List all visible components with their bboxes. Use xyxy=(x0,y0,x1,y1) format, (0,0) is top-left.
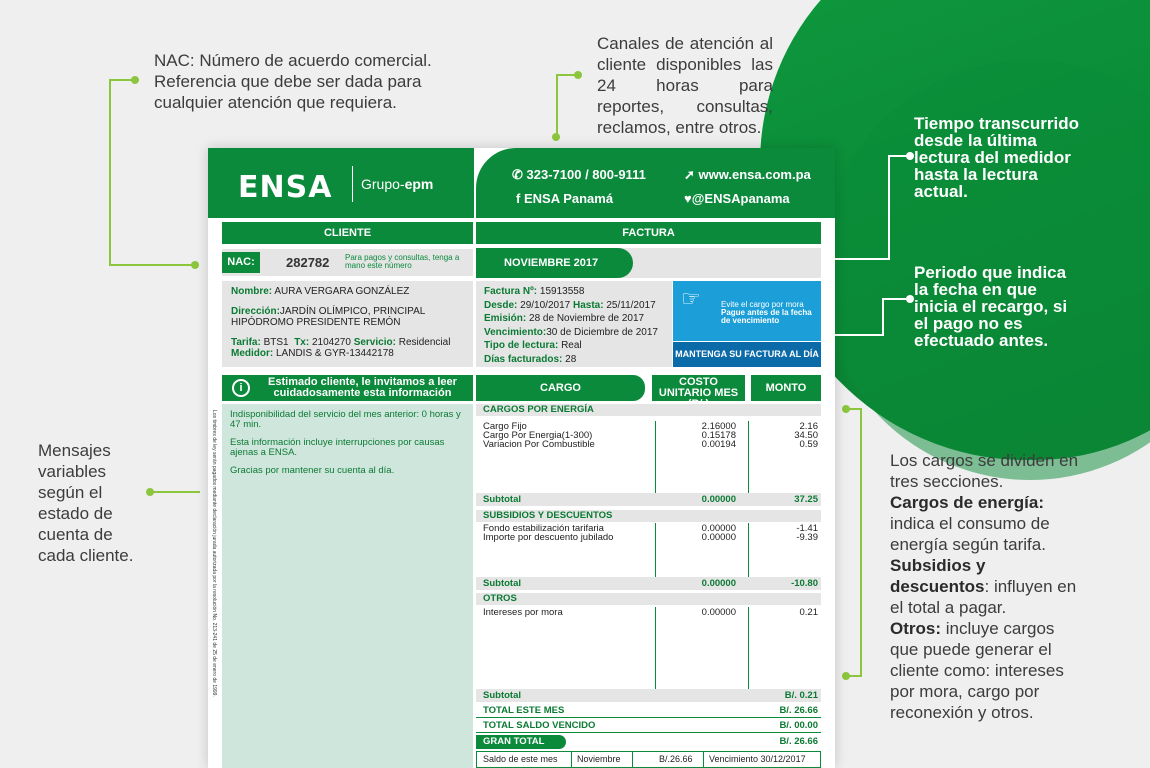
connector-dot xyxy=(842,672,850,680)
connector-dot xyxy=(842,405,850,413)
nac-note: Para pagos y consultas, tenga a mano este número xyxy=(345,253,460,270)
issue-date: 28 de Noviembre de 2017 xyxy=(529,313,645,324)
client-address: JARDÍN OLÍMPICO, PRINCIPAL HIPÓDROMO PRESIDENTE REMÓN xyxy=(231,306,425,328)
client-tarifa: BTS1 xyxy=(263,337,289,348)
subtotal-subsidios: Subtotal 0.00000 -10.80 xyxy=(476,577,821,590)
message-interruptions: Esta información incluye interrupciones por causas ajenas a ENSA. xyxy=(230,437,445,458)
header-contact xyxy=(476,148,835,218)
connector-nac-vertical xyxy=(109,79,111,265)
late-fee-notice: ☞ Evite el cargo por mora Pague antes de la fecha de vencimiento xyxy=(673,281,821,341)
connector-dot xyxy=(191,261,199,269)
annotation-periodo: Periodo que indica la fecha en que inicia el recargo, si el pago no es efectuado antes. xyxy=(914,263,1068,350)
messages-body xyxy=(222,404,473,768)
connector-dot xyxy=(906,295,914,303)
contact-phone: ✆ 323-7100 / 800-9111 xyxy=(512,167,646,182)
nac-label: NAC: xyxy=(222,252,260,273)
contact-twitter: ♥@ENSApanama xyxy=(684,191,790,206)
cargos-intro: Los cargos se dividen en tres secciones. xyxy=(890,451,1079,491)
column-cargo: CARGO xyxy=(476,375,645,401)
header-brand xyxy=(208,148,474,218)
connector-periodo-vertical xyxy=(882,298,884,336)
subtotal-otros: Subtotal B/. 0.21 xyxy=(476,689,821,702)
message-availability: Indisponibilidad del servicio del mes anterior: 0 horas y 47 min. xyxy=(230,409,461,430)
connector-tiempo-vertical xyxy=(888,155,890,259)
connector-cargos-vertical xyxy=(860,408,862,676)
subsidios-title: Subsidios y descuentos xyxy=(890,556,986,596)
hand-invoice-icon: ☞ xyxy=(681,286,701,311)
column-divider xyxy=(655,421,656,495)
section-factura: FACTURA xyxy=(476,222,821,244)
contact-facebook: f ENSA Panamá xyxy=(516,191,614,206)
billing-month: NOVIEMBRE 2017 xyxy=(476,248,633,278)
connector-dot xyxy=(906,152,914,160)
invoice-number: 15913558 xyxy=(539,286,585,297)
period-from: 29/10/2017 xyxy=(520,299,571,311)
annotation-mensajes: Mensajes variables según el estado de cuenta de cada cliente. xyxy=(38,441,134,565)
logo-divider xyxy=(352,166,353,202)
invoice-document: ENSA Grupo-epm ✆ 323-7100 / 800-9111 ➚ www.ensa.com.pa f ENSA Panamá ♥@ENSApanama CLIENTE FACTURA NAC: 282782 Para pagos y consultas, tenga a mano este número NOVIEMBRE 2017 Nombre: AURA VERGARA GONZÁLEZ Dirección:JARDÍN OLÍMPICO, PRINCIPAL HIPÓDROMO PRESIDENTE REMÓN Tarifa: BTS1 Tx: 2104270 Servicio: Residencial Medidor: LANDIS & GYR-13442178 Factura Nº: 15913558 Desde: 29/10/2017 Hasta: 25/11/2017 Emisión: 28 de Noviembre de 2017 Vencimiento:30 de Diciembre de 2017 Tipo de lectura: Real Días facturados: 28 ☞ Evite el cargo por mora Pague antes de la fecha de vencimiento MANTENGA SU FACTURA AL DÍA i Estimado cliente, le invitamos a leer cuidadosamente esta información Indisponibilidad del servicio del mes anterior: 0 horas y 47 min. Esta información incluye interrupciones por causas ajenas a ENSA. Gracias por mantener su cuenta al día. Los timbres de ley serán pagados mediante declaración jurada autorizada por la resolución No. 213-241 de 25 de enero de 1999. CARGO COSTO UNITARIO MES MONTO CARGOS POR ENERGÍA Cargo Fijo 2.16000 2.16 Cargo Por Energia(1-300) 0.15178 34.50 Variacion Por Combustible 0.00194 0.59 Subtotal 0.00000 37.25 SUBSIDIOS Y DESCUENTOS Fondo estabilización tarifaria 0.00000 -1.41 Importe por descuento jubilado 0.00000 -9.39 Subtotal 0.00000 -10.80 OTROS Intereses por mora 0.00000 0.21 Subtotal B/. 0.21 TOTAL ESTE MES B/. 26.66 TOTAL SALDO VENCIDO B/. 00.00 GRAN TOTAL B/. 26.66 Saldo de este mes Noviembre B/.26.66 Vencimiento 30/12/2017 xyxy=(208,148,835,768)
mantenga-banner: MANTENGA SU FACTURA AL DÍA xyxy=(673,342,821,367)
grupo-epm-logo: Grupo-epm xyxy=(361,176,434,192)
connector-dot xyxy=(131,76,139,84)
nac-box xyxy=(222,249,473,276)
connector-dot xyxy=(146,488,154,496)
connector-mensajes xyxy=(148,491,200,493)
annotation-nac: NAC: Número de acuerdo comercial. Referencia que debe ser dada para cualquier atención que requiera. xyxy=(154,51,432,112)
message-thanks: Gracias por mantener su cuenta al día. xyxy=(230,465,395,476)
nac-number: 282782 xyxy=(286,255,330,270)
legal-vertical-text: Los timbres de ley serán pagados mediante declaración jurada autorizada por la resolución No. 213-241 de 25 de enero de 1999. xyxy=(211,410,217,697)
section-subsidios: SUBSIDIOS Y DESCUENTOS xyxy=(476,510,821,522)
column-divider xyxy=(655,607,656,691)
section-cargos-energia: CARGOS POR ENERGÍA xyxy=(476,404,821,416)
connector-dot xyxy=(574,71,582,79)
days-billed: 28 xyxy=(565,353,577,365)
annotation-canales: Canales de atención al cliente disponibles las 24 horas para reportes, consultas, reclamos, entre otros. xyxy=(597,34,773,137)
client-tx: 2104270 xyxy=(311,337,351,348)
subtotal-energia: Subtotal 0.00000 37.25 xyxy=(476,493,821,506)
invoice-info: Factura Nº: 15913558 Desde: 29/10/2017 Hasta: 25/11/2017 Emisión: 28 de Noviembre de 2017 Vencimiento:30 de Diciembre de 2017 Tipo de lectura: Real Días facturados: 28 xyxy=(476,281,672,367)
cargos-energia-title: Cargos de energía: xyxy=(890,493,1044,512)
annotation-tiempo: Tiempo transcurrido desde la última lectura del medidor hasta la lectura actual. xyxy=(914,114,1079,201)
total-saldo-vencido: TOTAL SALDO VENCIDO B/. 00.00 xyxy=(476,719,821,733)
otros-desc: incluye cargos que puede generar el cliente como: intereses por mora, cargo por reconexión y otros. xyxy=(890,619,1064,722)
column-divider xyxy=(748,607,749,691)
send-icon: ➚ xyxy=(684,167,695,182)
column-divider xyxy=(655,523,656,579)
subsidios-desc: influyen en el total a pagar. xyxy=(890,577,1077,617)
connector-nac-bottom xyxy=(109,264,195,266)
period-to: 25/11/2017 xyxy=(606,299,656,311)
twitter-icon: ♥ xyxy=(684,191,692,206)
cargos-energia-desc: indica el consumo de energía según tarifa. xyxy=(890,514,1050,554)
info-icon: i xyxy=(232,379,250,397)
contact-web: ➚ www.ensa.com.pa xyxy=(684,167,811,182)
connector-canales-vertical xyxy=(556,74,558,138)
facebook-icon: f xyxy=(516,191,521,206)
column-monto: MONTO xyxy=(751,375,821,401)
phone-icon: ✆ xyxy=(512,167,523,182)
gran-total: GRAN TOTAL B/. 26.66 xyxy=(476,735,821,749)
connector-dot xyxy=(552,133,560,141)
ensa-logo: ENSA xyxy=(238,170,333,205)
month-box xyxy=(476,248,821,278)
column-divider xyxy=(748,523,749,579)
column-divider xyxy=(748,421,749,495)
reading-type: Real xyxy=(561,340,582,351)
due-date: 30 de Diciembre de 2017 xyxy=(546,326,658,338)
otros-title: Otros: xyxy=(890,619,941,638)
client-name: AURA VERGARA GONZÁLEZ xyxy=(274,286,410,297)
column-costo-unitario: COSTO UNITARIO MES xyxy=(652,375,745,401)
saldo-row: Saldo de este mes Noviembre B/.26.66 Vencimiento 30/12/2017 xyxy=(476,751,821,768)
client-info: Nombre: AURA VERGARA GONZÁLEZ Dirección:JARDÍN OLÍMPICO, PRINCIPAL HIPÓDROMO PRESIDENTE REMÓN Tarifa: BTS1 Tx: 2104270 Servicio: Residencial Medidor: LANDIS & GYR-13442178 xyxy=(222,281,473,367)
section-otros: OTROS xyxy=(476,593,821,605)
section-cliente: CLIENTE xyxy=(222,222,473,244)
client-medidor: LANDIS & GYR-13442178 xyxy=(276,348,394,359)
annotation-cargos: Los cargos se dividen en tres secciones. Cargos de energía: indica el consumo de energía según tarifa. Subsidios y descuentos: influyen en el total a pagar. Otros: incluye cargos que puede generar el cliente como: intereses por mora, cargo por reconexión y otros. xyxy=(890,451,1079,722)
total-este-mes: TOTAL ESTE MES B/. 26.66 xyxy=(476,704,821,718)
client-servicio: Residencial xyxy=(398,337,451,348)
messages-header: i Estimado cliente, le invitamos a leer cuidadosamente esta información xyxy=(222,375,473,401)
